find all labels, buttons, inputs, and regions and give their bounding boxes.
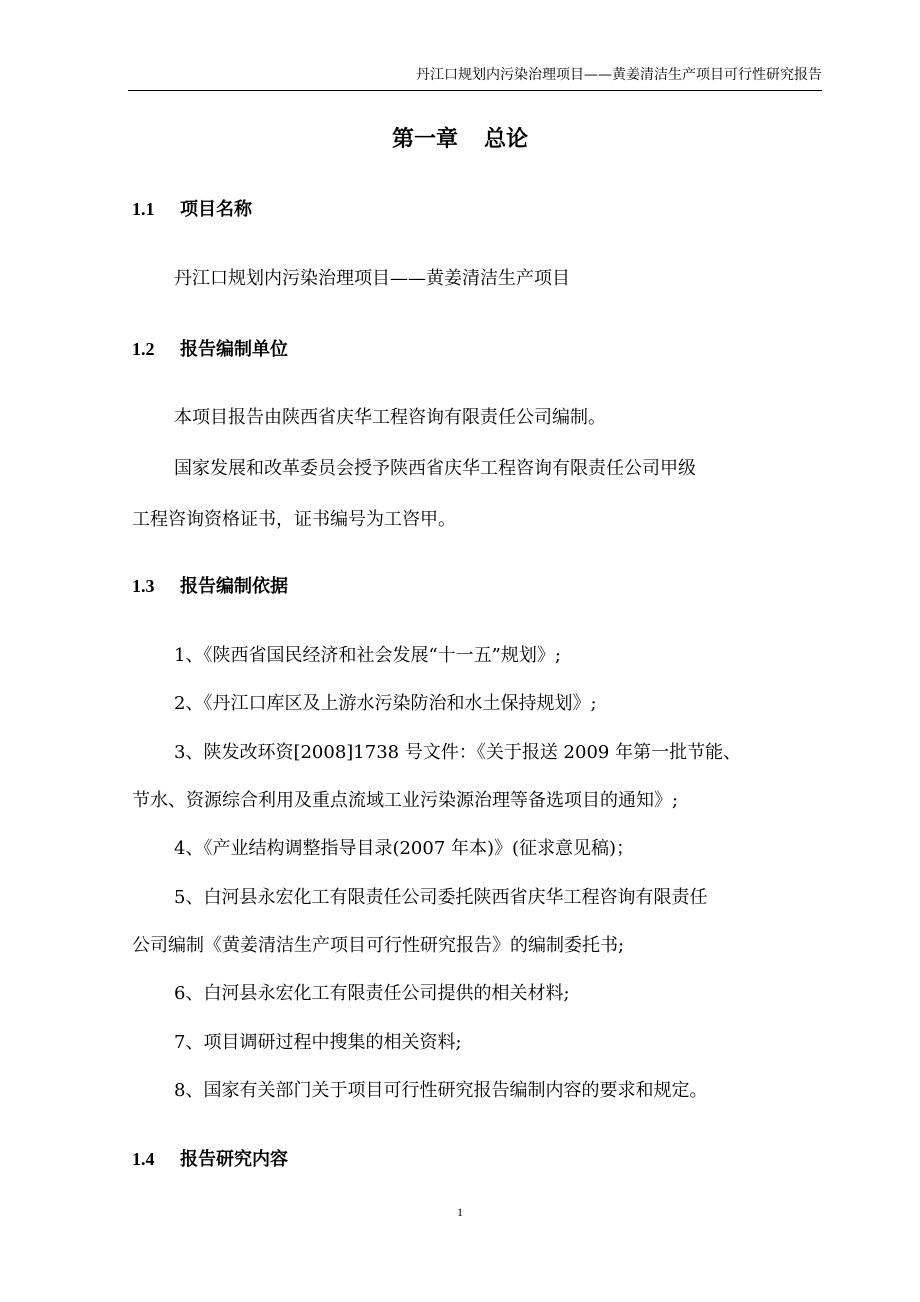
list-item: 8、国家有关部门关于项目可行性研究报告编制内容的要求和规定。 — [174, 1080, 708, 1101]
section-title: 报告研究内容 — [180, 1149, 288, 1170]
list-item: 公司编制《黄姜清洁生产项目可行性研究报告》的编制委托书; — [132, 935, 625, 956]
list-item: 4、《产业结构调整指导目录(2007 年本)》(征求意见稿)； — [174, 838, 635, 859]
section-heading-1-4 — [132, 1147, 288, 1172]
section-title: 报告编制单位 — [180, 339, 288, 360]
section-number: 1.3 — [132, 576, 155, 596]
list-item: 7、项目调研过程中搜集的相关资料; — [174, 1032, 462, 1053]
paragraph: 工程咨询资格证书，证书编号为工咨甲。 — [132, 509, 456, 530]
page-header — [128, 62, 822, 91]
running-title: 丹江口规划内污染治理项目——黄姜清洁生产项目可行性研究报告 — [416, 67, 822, 83]
section-heading-1-2 — [132, 337, 288, 362]
chapter-number-label: 第一章 — [391, 126, 458, 152]
chapter-title — [0, 124, 920, 154]
paragraph: 本项目报告由陕西省庆华工程咨询有限责任公司编制。 — [174, 407, 606, 428]
page-number: 1 — [457, 1205, 463, 1219]
section-title: 项目名称 — [180, 199, 252, 220]
section-title: 报告编制依据 — [180, 576, 288, 597]
section-number: 1.4 — [132, 1149, 155, 1169]
section-number: 1.2 — [132, 339, 155, 359]
list-item: 3、陕发改环资[2008]1738 号文件：《关于报送 2009 年第一批节能、 — [174, 742, 742, 763]
list-item: 6、白河县永宏化工有限责任公司提供的相关材料; — [174, 983, 570, 1004]
section-number: 1.1 — [132, 199, 155, 219]
list-item: 2、《丹江口库区及上游水污染防治和水土保持规划》; — [174, 693, 597, 714]
chapter-title-text: 总论 — [484, 126, 529, 152]
project-name-paragraph: 丹江口规划内污染治理项目——黄姜清洁生产项目 — [174, 268, 570, 289]
list-item: 节水、资源综合利用及重点流域工业污染源治理等备选项目的通知》; — [132, 790, 679, 811]
paragraph: 国家发展和改革委员会授予陕西省庆华工程咨询有限责任公司甲级 — [174, 458, 696, 479]
section-heading-1-3 — [132, 574, 288, 599]
list-item: 1、《陕西省国民经济和社会发展“十一五”规划》; — [174, 645, 561, 666]
list-item: 5、白河县永宏化工有限责任公司委托陕西省庆华工程咨询有限责任 — [174, 887, 708, 908]
section-heading-1-1 — [132, 197, 252, 222]
